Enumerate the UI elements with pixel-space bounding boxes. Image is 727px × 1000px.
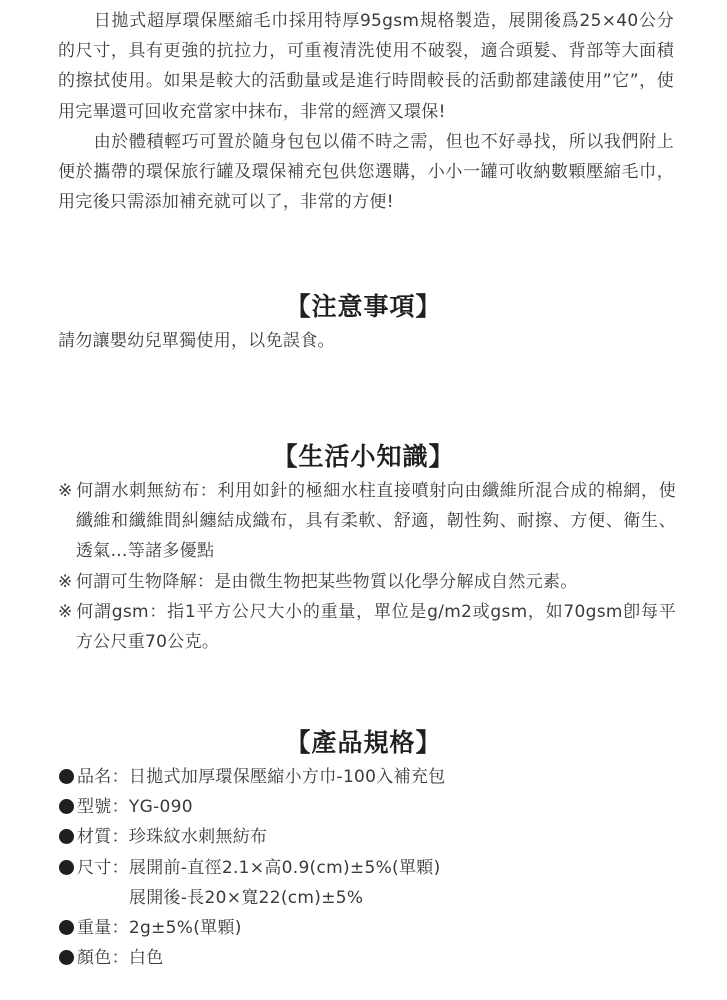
knowledge-item-text: 何謂gsm：指1平方公尺大小的重量，單位是g/m2或gsm，如70gsm卽每平方公尺重70公克。 xyxy=(75,601,676,653)
spec-label: 重量： xyxy=(77,918,129,939)
spec-row-weight xyxy=(58,913,674,943)
intro-paragraph-1: 日拋式超厚環保壓縮毛巾採用特厚95gsm規格製造，展開後爲25×40公分的尺寸，具有更強的抗拉力，可重複清洗使用不破裂，適合頭髮、背部等大面積的擦拭使用。如果是較大的活動量或是進行時間較長的活動都建議使用”它”，使用完畢還可回收充當家中抹布，非常的經濟又環保! xyxy=(58,11,674,122)
spec-row-size xyxy=(58,853,674,913)
spec-value: 展開後-長20×寬22(cm)±5% xyxy=(128,887,364,908)
intro-section xyxy=(58,6,674,217)
bullet-icon xyxy=(59,799,74,814)
spec-label: 顏色： xyxy=(77,948,129,969)
knowledge-list xyxy=(58,476,676,657)
specs-heading: 【產品規格】 xyxy=(285,728,442,757)
spec-value: YG-090 xyxy=(128,797,193,818)
notice-heading: 【注意事項】 xyxy=(285,292,442,321)
specs-list xyxy=(58,762,674,973)
bullet-icon xyxy=(59,860,74,875)
knowledge-item-text: 何謂水刺無紡布：利用如針的極細水柱直接噴射向由纖維所混合成的棉網，使纖維和纖維間糾纏結成織布，具有柔軟、舒適，韌性夠、耐擦、方便、衛生、透氣…等諸多優點 xyxy=(75,481,676,562)
bullet-icon xyxy=(59,829,74,844)
knowledge-item-text: 何謂可生物降解：是由微生物把某些物質以化學分解成自然元素。 xyxy=(75,571,578,592)
bullet-icon xyxy=(59,950,74,965)
spec-value: 珍珠紋水刺無紡布 xyxy=(128,827,268,848)
spec-value: 日拋式加厚環保壓縮小方巾-100入補充包 xyxy=(128,767,446,787)
reference-mark: ※ xyxy=(58,571,73,592)
knowledge-item-biodegradable xyxy=(58,567,676,597)
reference-mark: ※ xyxy=(58,601,73,622)
knowledge-item-gsm xyxy=(58,597,676,657)
intro-paragraph-2: 由於體積輕巧可置於隨身包包以備不時之需，但也不好尋找，所以我們附上便於攜帶的環保旅行罐及環保補充包供您選購，小小一罐可收納數顆壓縮毛巾，用完後只需添加補充就可以了，非常的方便! xyxy=(58,131,674,213)
spec-label: 品名： xyxy=(77,767,129,787)
spec-row-name xyxy=(58,762,674,792)
reference-mark: ※ xyxy=(58,481,73,501)
spec-label: 型號： xyxy=(77,797,129,818)
spec-label: 尺寸： xyxy=(77,857,129,878)
spec-row-model xyxy=(58,792,674,822)
spec-value: 展開前-直徑2.1×高0.9(cm)±5%(單顆) xyxy=(128,857,441,878)
spec-row-material xyxy=(58,822,674,852)
spec-value: 2g±5%(單顆) xyxy=(128,918,242,939)
spec-value: 白色 xyxy=(128,948,164,969)
bullet-icon xyxy=(59,920,74,935)
spec-row-color xyxy=(58,943,674,973)
knowledge-item-spunlace xyxy=(58,476,676,567)
bullet-icon xyxy=(59,769,74,784)
notice-text: 請勿讓嬰幼兒單獨使用，以免誤食。 xyxy=(58,331,335,351)
spec-label: 材質： xyxy=(77,827,129,848)
knowledge-heading: 【生活小知識】 xyxy=(272,442,455,471)
